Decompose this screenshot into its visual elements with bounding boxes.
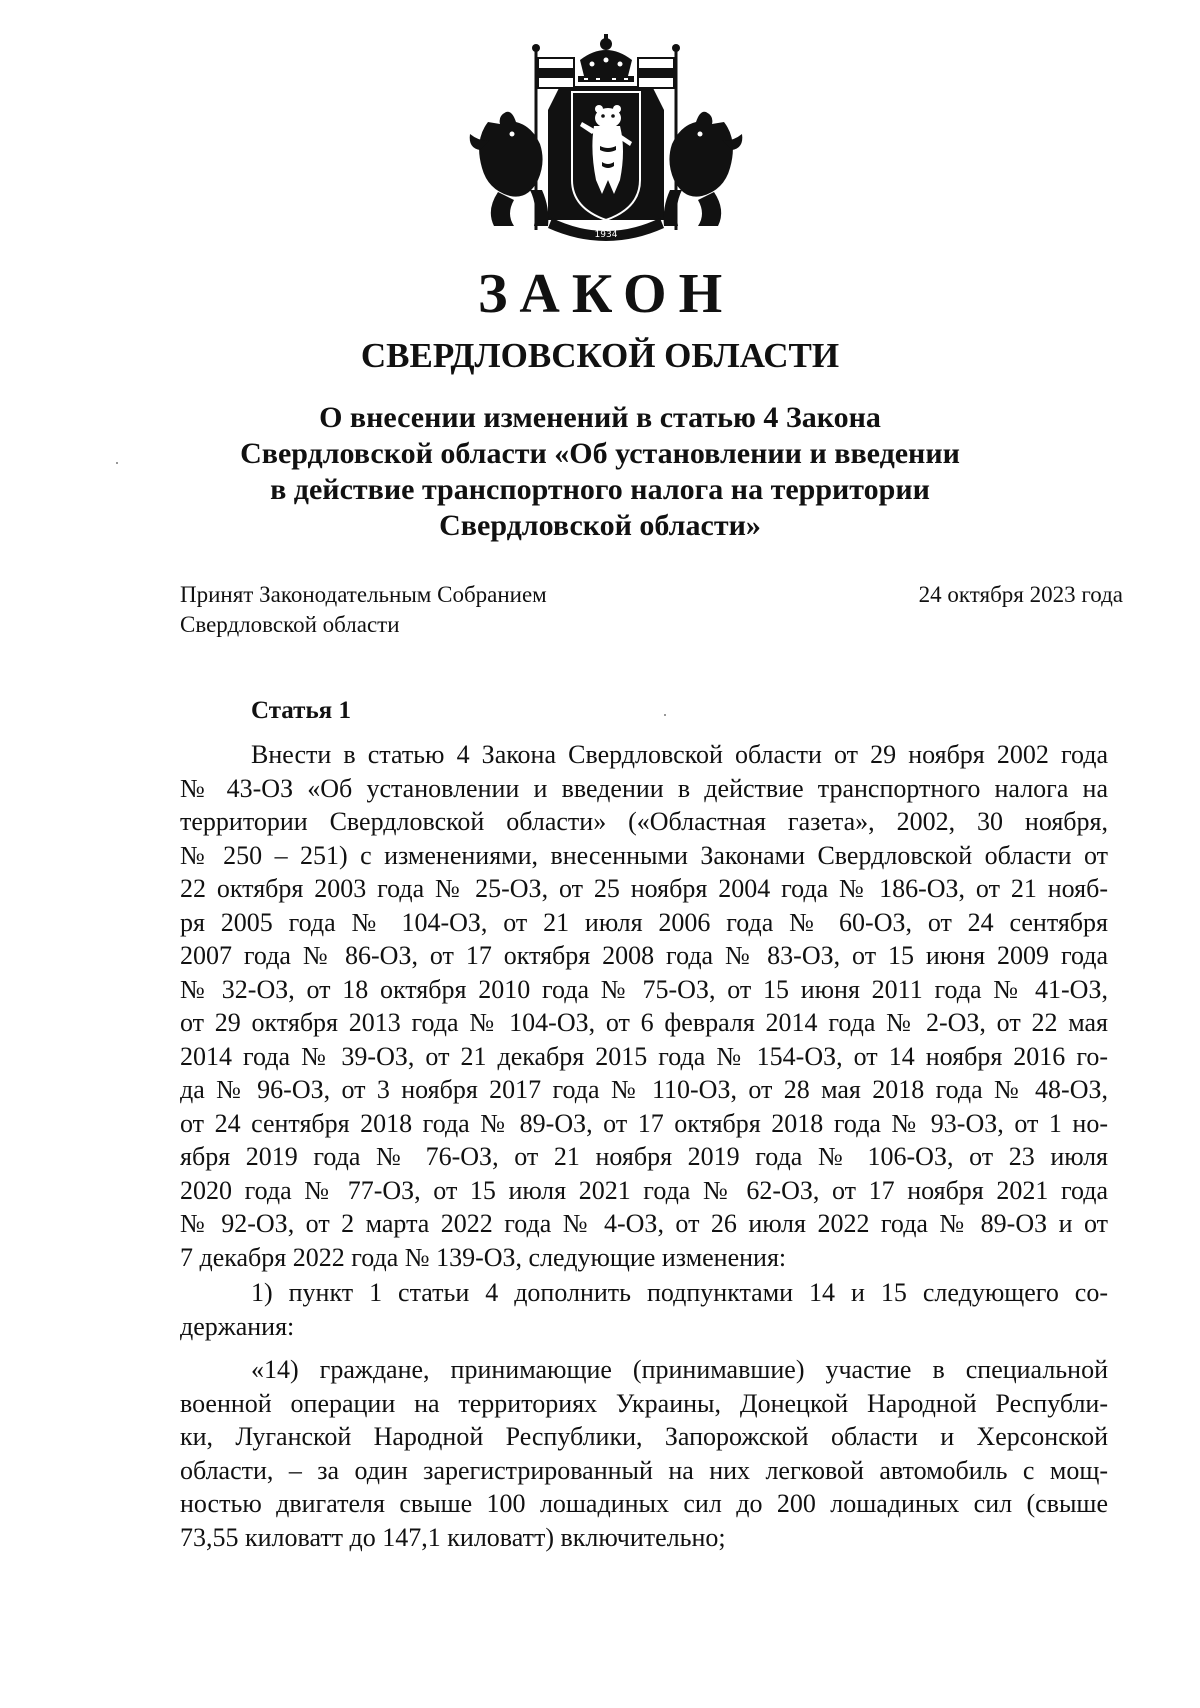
text-line: области, – за один зарегистрированный на них легковой автомобиль с мощ- <box>180 1455 1108 1485</box>
scan-speck <box>664 714 666 716</box>
adoption-body <box>180 580 547 640</box>
adoption-line: Принят Законодательным Собранием <box>180 582 547 607</box>
text-line: держания: <box>180 1311 295 1341</box>
text-line: № 250 – 251) с изменениями, внесенными Законами Свердловской области от <box>180 840 1108 870</box>
adoption-line: Свердловской области <box>180 612 400 637</box>
text-line: 2007 года № 86-ОЗ, от 17 октября 2008 года № 83-ОЗ, от 15 июня 2009 года <box>180 941 1108 970</box>
scan-speck <box>116 462 118 464</box>
text-line: 22 октября 2003 года № 25-ОЗ, от 25 ноября 2004 года № 186-ОЗ, от 21 нояб- <box>180 874 1108 903</box>
law-title: ЗАКОН <box>477 263 735 325</box>
article-heading: Статья 1 <box>251 697 351 724</box>
article-paragraph-3 <box>180 1353 1108 1554</box>
text-line: № 32-ОЗ, от 18 октября 2010 года № 75-ОЗ, от 15 июня 2011 года № 41-ОЗ, <box>180 974 1108 1004</box>
text-line: да № 96-ОЗ, от 3 ноября 2017 года № 110-ОЗ, от 28 мая 2018 года № 48-ОЗ, <box>180 1075 1108 1104</box>
subject-line: Свердловской области «Об установлении и введении <box>240 437 960 470</box>
text-line: 2014 года № 39-ОЗ, от 21 декабря 2015 года № 154-ОЗ, от 14 ноября 2016 го- <box>180 1041 1108 1071</box>
emblem-ribbon-text: 1934 <box>594 230 618 240</box>
text-line: военной операции на территориях Украины, Донецкой Народной Республи- <box>180 1388 1108 1418</box>
article-paragraph-1 <box>180 738 1108 1274</box>
text-line: ября 2019 года № 76-ОЗ, от 21 ноября 2019 года № 106-ОЗ, от 23 июля <box>180 1142 1108 1171</box>
text-line: «14) граждане, принимающие (принимавшие) участие в специальной <box>251 1355 1108 1384</box>
subject-line: Свердловской области» <box>439 509 761 542</box>
text-line: от 29 октября 2013 года № 104-ОЗ, от 6 февраля 2014 года № 2-ОЗ, от 22 мая <box>180 1008 1108 1037</box>
text-line: 7 декабря 2022 года № 139-ОЗ, следующие изменения: <box>180 1242 787 1272</box>
text-line: № 92-ОЗ, от 2 марта 2022 года № 4-ОЗ, от 26 июля 2022 года № 89-ОЗ и от <box>180 1209 1108 1238</box>
region-title: СВЕРДЛОВСКОЙ ОБЛАСТИ <box>360 336 840 375</box>
text-line: Внести в статью 4 Закона Свердловской области от 29 ноября 2002 года <box>251 740 1108 769</box>
text-line: ки, Луганской Народной Республики, Запорожской области и Херсонской <box>180 1422 1108 1451</box>
text-line: 73,55 киловатт до 147,1 киловатт) включительно; <box>180 1522 726 1552</box>
coat-of-arms-icon <box>468 30 744 252</box>
subject-line: О внесении изменений в статью 4 Закона <box>319 401 881 434</box>
text-line: № 43-ОЗ «Об установлении и введении в действие транспортного налога на <box>180 773 1108 803</box>
text-line: от 24 сентября 2018 года № 89-ОЗ, от 17 октября 2018 года № 93-ОЗ, от 1 но- <box>180 1108 1108 1138</box>
text-line: 2020 года № 77-ОЗ, от 15 июля 2021 года № 62-ОЗ, от 17 ноября 2021 года <box>180 1175 1108 1205</box>
text-line: территории Свердловской области» («Областная газета», 2002, 30 ноября, <box>180 807 1108 836</box>
law-subject <box>200 400 1000 544</box>
text-line: ностью двигателя свыше 100 лошадиных сил до 200 лошадиных сил (свыше <box>180 1489 1108 1518</box>
subject-line: в действие транспортного налога на территории <box>270 473 930 506</box>
text-line: 1) пункт 1 статьи 4 дополнить подпунктами 14 и 15 следующего со- <box>251 1278 1108 1307</box>
adoption-date: 24 октября 2023 года <box>918 582 1123 607</box>
article-paragraph-2 <box>180 1276 1108 1343</box>
text-line: ря 2005 года № 104-ОЗ, от 21 июля 2006 года № 60-ОЗ, от 24 сентября <box>180 907 1108 937</box>
